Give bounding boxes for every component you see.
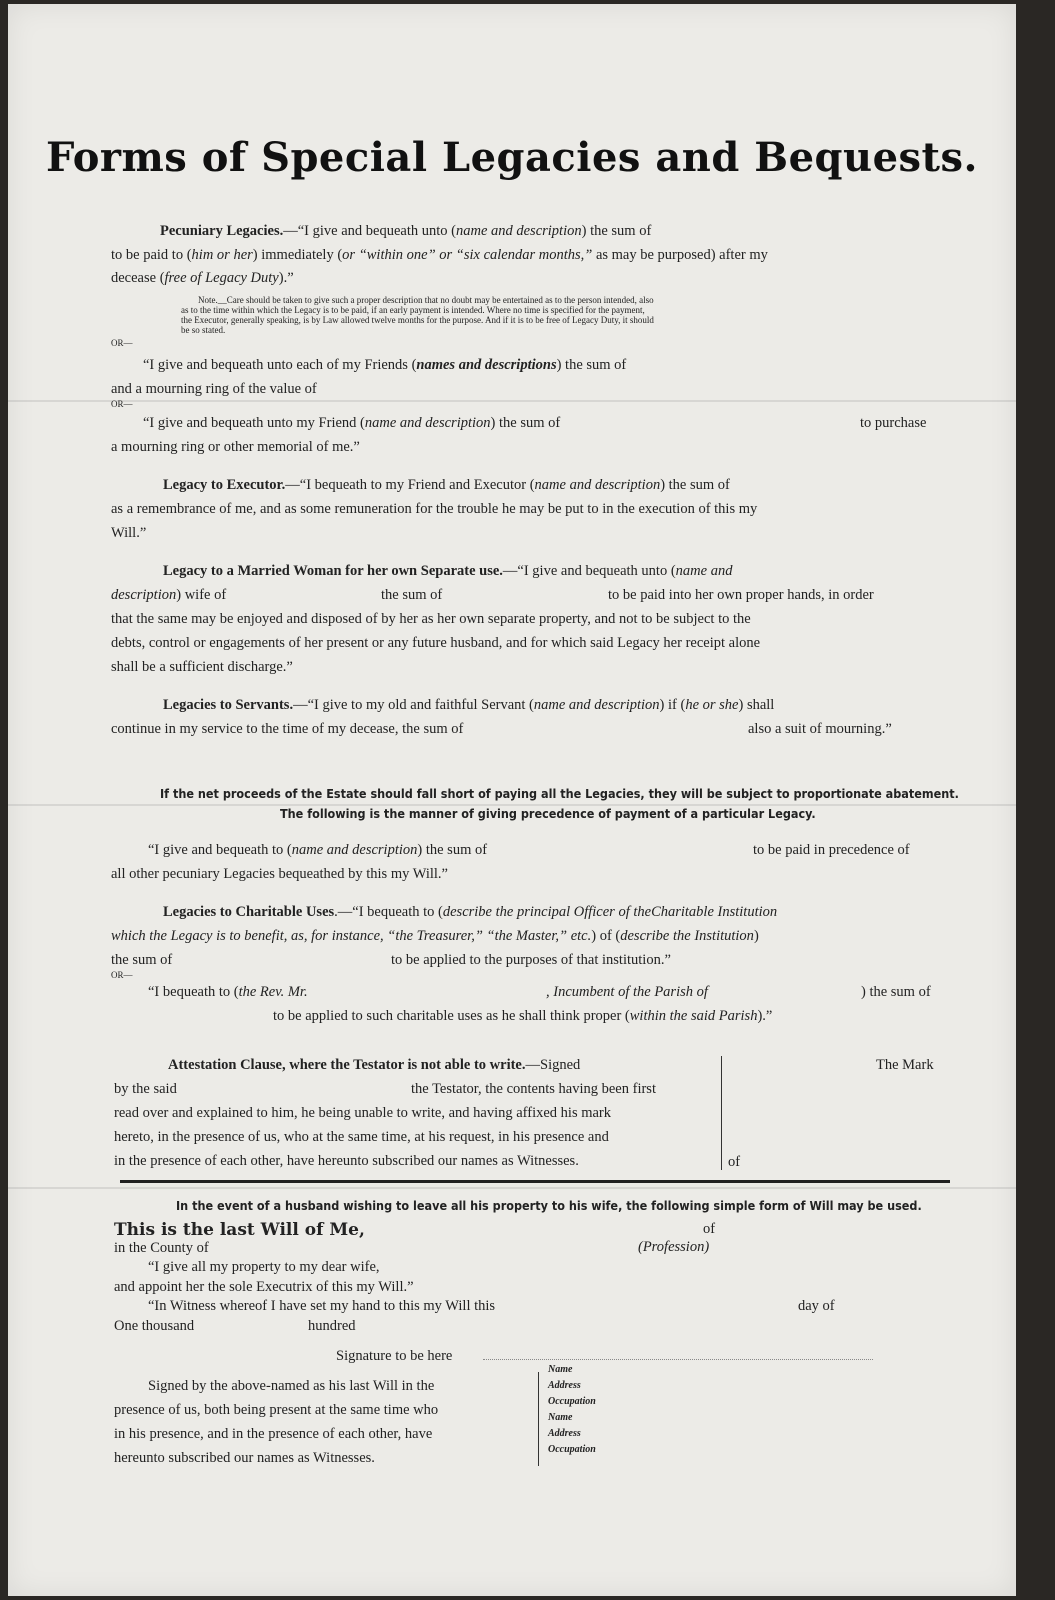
document-page [8,4,1016,1596]
will-of: of [703,1221,716,1237]
will-day-of: day of [798,1298,835,1314]
charitable-line-5: to be applied to such charitable uses as he shall think proper (within the said Parish).” [273,1008,773,1024]
attestation-line-5: in the presence of each other, have hereunto subscribed our names as Witnesses. [114,1153,579,1169]
note-line: the Executor, generally speaking, is by Law allowed twelve months for the purpose. And if it is to be free of Legacy Duty, it should [181,315,654,325]
precedence-line-2: all other pecuniary Legacies bequeathed by this my Will.” [111,866,448,882]
signed-line-2: presence of us, both being present at the same time who [114,1402,439,1418]
bracket [721,1056,722,1170]
attestation-line-2: by the said [114,1081,177,1097]
signed-line-3: in his presence, and in the presence of each other, have [114,1426,433,1442]
executor-line-1: Legacy to Executor.—“I bequeath to my Friend and Executor (name and description) the sum of [163,477,730,493]
will-line-2: and appoint her the sole Executrix of this my Will.” [114,1279,414,1295]
witness-label: Occupation [548,1444,596,1455]
married-line-1: Legacy to a Married Woman for her own Separate use.—“I give and bequeath unto (name and [163,563,733,579]
charitable-line-3: the sum of [111,952,173,968]
charitable-line-3-end: to be applied to the purposes of that institution.” [391,952,671,968]
charitable-line-4-end: ) the sum of [861,984,931,1000]
pecuniary-line-1: Pecuniary Legacies.—“I give and bequeath unto (name and description) the sum of [160,223,652,239]
will-hundred: hundred [308,1318,356,1334]
will-heading: This is the last Will of Me, [114,1220,365,1240]
page-title: Forms of Special Legacies and Bequests. [46,134,978,181]
married-line-2: description) wife of [111,587,227,603]
will-profession: (Profession) [638,1239,710,1255]
servants-line-2-end: also a suit of mourning.” [748,721,892,737]
abatement-line-2: The following is the manner of giving precedence of payment of a particular Legacy. [280,806,816,821]
pecuniary-line-2: to be paid to (him or her) immediately (or “within one” or “six calendar months,” as may be purposed) after my [111,247,768,263]
married-line-4: debts, control or engagements of her present or any future husband, and for which said Legacy her receipt alone [111,635,761,651]
note-line: as to the time within which the Legacy is to be paid, if an early payment is intended. Where no time is specified for the payment, [181,305,645,315]
attestation-line-3: read over and explained to him, he being unable to write, and having affixed his mark [114,1105,612,1121]
married-line-5: shall be a sufficient discharge.” [111,659,293,675]
executor-line-2: as a remembrance of me, and as some remuneration for the trouble he may be put to in the execution of this my [111,501,758,517]
charitable-line-4: “I bequeath to (the Rev. Mr. [148,984,308,1000]
or-label: OR— [111,399,133,409]
witness-label: Name [548,1412,573,1423]
charitable-line-4-mid: , Incumbent of the Parish of [546,984,708,1000]
abatement-line-1: If the net proceeds of the Estate should fall short of paying all the Legacies, they will be subject to proportionate abatement. [160,786,959,801]
mark-label: The Mark [876,1057,934,1073]
friends-line-2: and a mourning ring of the value of [111,381,317,397]
servants-line-1: Legacies to Servants.—“I give to my old and faithful Servant (name and description) if (he or she) shall [163,697,775,713]
attestation-line-4: hereto, in the presence of us, who at the same time, at his request, in his presence and [114,1129,609,1145]
precedence-line-1-end: to be paid in precedence of [753,842,910,858]
servants-line-2: continue in my service to the time of my decease, the sum of [111,721,464,737]
witness-label: Name [548,1364,573,1375]
friend-line-1: “I give and bequeath unto my Friend (name and description) the sum of [143,415,561,431]
witness-label: Address [548,1380,581,1391]
married-line-3: that the same may be enjoyed and disposed of by her as her own separate property, and not to be subject to the [111,611,751,627]
or-label: OR— [111,970,133,980]
signature-label: Signature to be here [336,1348,453,1364]
will-one-thousand: One thousand [114,1318,195,1334]
will-line-3: “In Witness whereof I have set my hand to this my Will this [148,1298,496,1314]
friend-line-1-end: to purchase [860,415,927,431]
fold-line [8,1187,1016,1189]
witness-label: Occupation [548,1396,596,1407]
will-intro: In the event of a husband wishing to leave all his property to his wife, the following simple form of Will may be used. [176,1198,922,1213]
attestation-line-1: Attestation Clause, where the Testator is not able to write.—Signed [168,1057,581,1073]
executor-line-3: Will.” [111,525,147,541]
attestation-line-2-end: the Testator, the contents having been first [411,1081,656,1097]
precedence-line-1: “I give and bequeath to (name and description) the sum of [148,842,488,858]
note-line: be so stated. [181,325,226,335]
will-line-1: “I give all my property to my dear wife, [148,1259,380,1275]
married-line-2-end: to be paid into her own proper hands, in order [608,587,874,603]
friend-line-2: a mourning ring or other memorial of me.” [111,439,360,455]
bracket [538,1372,539,1466]
signed-line-4: hereunto subscribed our names as Witnesses. [114,1450,375,1466]
pecuniary-line-3: decease (free of Legacy Duty).” [111,270,294,286]
charitable-line-2: which the Legacy is to benefit, as, for instance, “the Treasurer,” “the Master,” etc.) of (describe the Institution) [111,928,759,944]
witness-label: Address [548,1428,581,1439]
of-label: of [728,1154,741,1170]
divider-rule [120,1180,950,1183]
married-line-2-mid: the sum of [381,587,443,603]
note-line: Note.__Care should be taken to give such a proper description that no doubt may be entertained as to the person intended, also [198,295,654,305]
will-county: in the County of [114,1240,209,1256]
signature-line[interactable] [483,1359,873,1360]
or-label: OR— [111,338,133,348]
signed-line-1: Signed by the above-named as his last Will in the [148,1378,435,1394]
friends-line-1: “I give and bequeath unto each of my Friends (names and descriptions) the sum of [143,357,627,373]
charitable-line-1: Legacies to Charitable Uses.—“I bequeath to (describe the principal Officer of theCharitable Institution [163,904,778,920]
